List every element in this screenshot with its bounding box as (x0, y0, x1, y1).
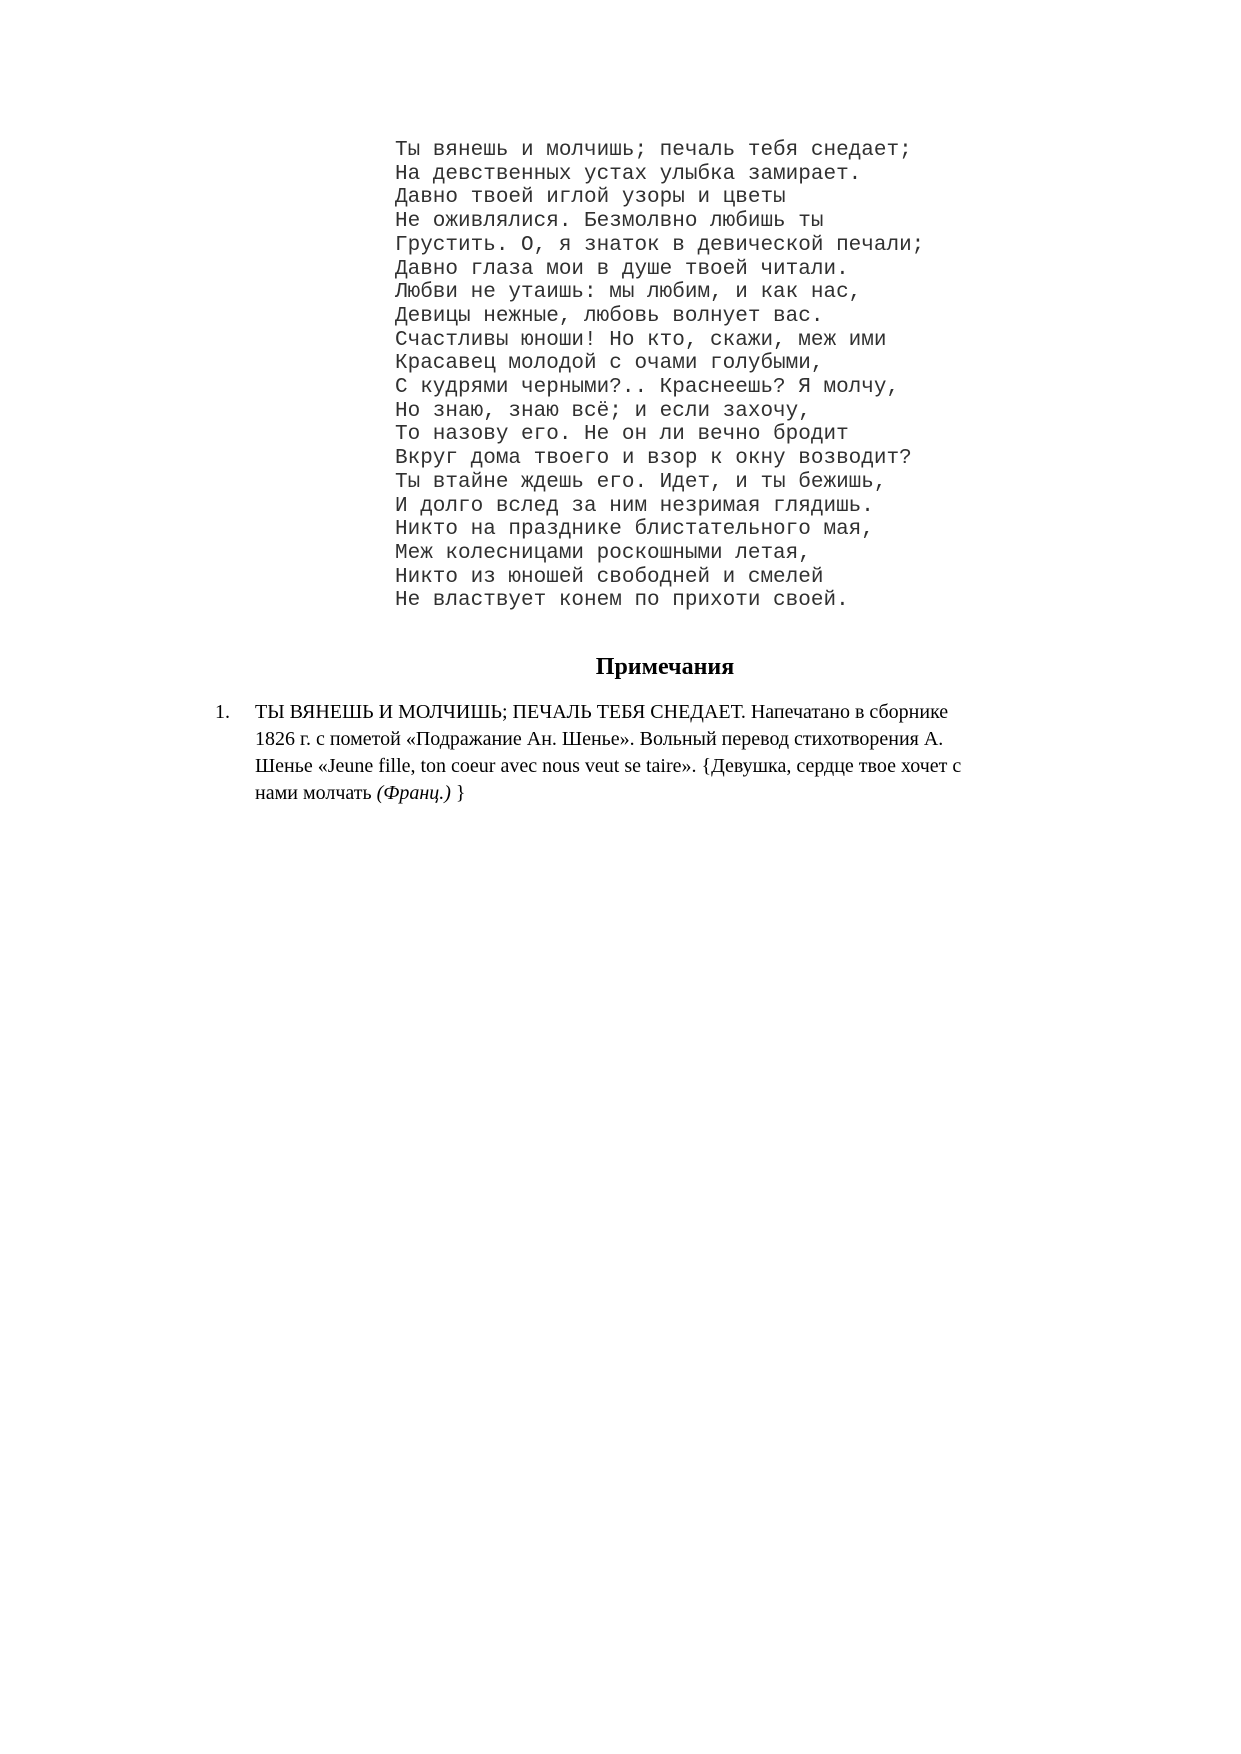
poem-line: И долго вслед за ним незримая глядишь. (395, 494, 874, 518)
poem-line: Любви не утаишь: мы любим, и как нас, (395, 281, 862, 305)
note-line (255, 699, 1095, 726)
note-line (255, 726, 1095, 753)
poem-line: Девицы нежные, любовь волнует вас. (395, 304, 824, 328)
note-number: 1. (215, 701, 230, 723)
poem-line: Давно твоей иглой узоры и цветы (395, 186, 786, 210)
poem-line: Никто на празднике блистательного мая, (395, 518, 874, 542)
note-text (255, 699, 1095, 807)
note-segment: 1826 г. с пометой «Подражание Ан. Шенье». Вольный перевод стихотворения А. (255, 728, 944, 750)
note-segment: Шенье «Jeune fille, ton coeur avec nous veut se taire». {Девушка, сердце твое хочет с (255, 755, 962, 777)
poem-line: Ты втайне ждешь его. Идет, и ты бежишь, (395, 470, 887, 494)
poem-line: Ты вянешь и молчишь; печаль тебя снедает; (395, 139, 912, 162)
note-segment: нами молчать (255, 782, 377, 804)
poem-line: Меж колесницами роскошными летая, (395, 541, 811, 565)
note-segment: } (450, 782, 466, 804)
notes-list (215, 699, 1095, 807)
note-item (215, 699, 1095, 807)
poem-line: Красавец молодой с очами голубыми, (395, 352, 824, 376)
poem-line: Грустить. О, я знаток в девической печали; (395, 233, 925, 257)
poem-line: Никто из юношей свободней и смелей (395, 565, 824, 589)
poem-block (395, 139, 924, 613)
note-segment: ТЫ ВЯНЕШЬ И МОЛЧИШЬ; ПЕЧАЛЬ ТЕБЯ СНЕДАЕТ. Напечатано в сборнике (255, 701, 949, 723)
note-line (255, 780, 1095, 807)
poem-line: Давно глаза мои в душе твоей читали. (395, 257, 849, 281)
poem-line: С кудрями черными?.. Краснеешь? Я молчу, (395, 376, 900, 400)
poem-line: Вкруг дома твоего и взор к окну возводит? (395, 447, 912, 471)
poem-line: Не властвует конем по прихоти своей. (395, 589, 849, 613)
poem-line: Не оживлялися. Безмолвно любишь ты (395, 210, 824, 234)
note-line (255, 753, 1095, 780)
poem-line: На девственных устах улыбка замирает. (395, 162, 862, 186)
notes-heading: Примечания (595, 654, 735, 680)
poem-line: Но знаю, знаю всё; и если захочу, (395, 399, 811, 423)
note-segment-italic: (Франц.) (376, 782, 451, 804)
poem-line: Счастливы юноши! Но кто, скажи, меж ими (395, 328, 887, 352)
poem-line: То назову его. Не он ли вечно бродит (395, 423, 849, 447)
